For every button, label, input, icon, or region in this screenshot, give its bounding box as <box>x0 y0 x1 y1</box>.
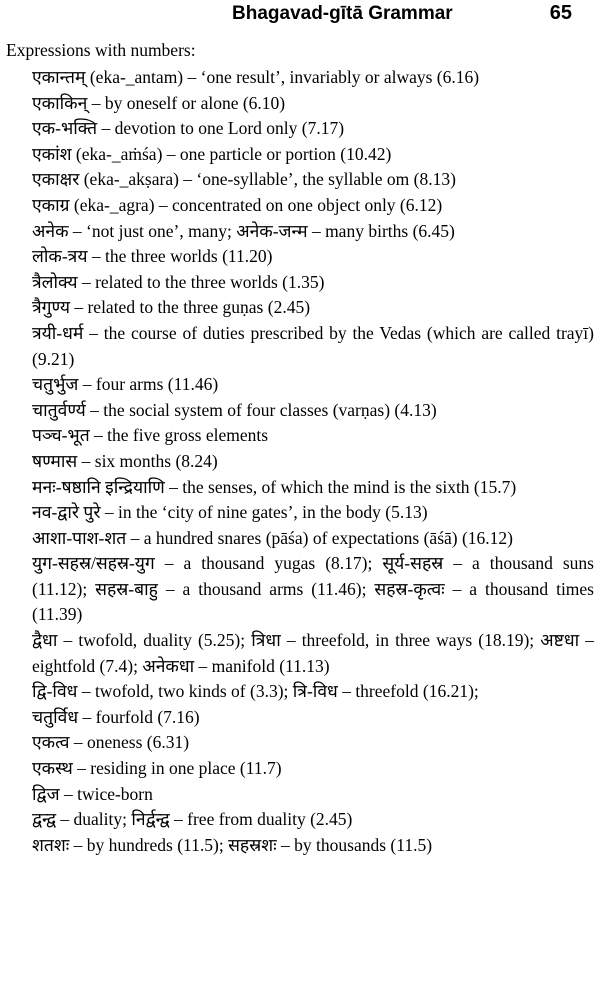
entry-caturbhuja: चतुर्भुज – four arms (11.46) <box>32 374 219 395</box>
entry-dvi-vidha: द्वि-विध – twofold, two kinds of (3.3); त्रि-विध – threefold (16.21); <box>32 681 479 702</box>
entry-trayi-dharma: त्रयी-धर्म – the course of duties prescribed by the Vedas (which are called trayī) (9.21) <box>32 322 594 369</box>
entry-dvandva: द्वन्द्व – duality; निर्द्वन्द्व – free from duality (2.45) <box>32 809 353 830</box>
entry-manah-sasthani: मनः-षष्ठानि इन्द्रियाणि – the senses, of which the mind is the sixth (15.7) <box>32 476 517 497</box>
entry-aneka: अनेक – ‘not just one’, many; अनेक-जन्म – many births (6.45) <box>32 220 455 241</box>
entry-ekatva: एकत्व – oneness (6.31) <box>32 732 190 753</box>
section-heading: Expressions with numbers: <box>6 40 196 60</box>
entry-yuga-sahasra: युग-सहस्र/सहस्र-युग – a thousand yugas (8.17); सूर्य-सहस्र – a thousand suns (11.12); सहस्र-बाहु – a thousand arms (11.46); सहस्र-कृत्वः – a thousand times (11.39) <box>32 553 594 625</box>
entry-list <box>6 65 594 858</box>
entry-satasah: शतशः – by hundreds (11.5); सहस्रशः – by thousands (11.5) <box>32 834 433 855</box>
entry-ekastha: एकस्थ – residing in one place (11.7) <box>32 758 282 779</box>
entry-loka-traya: लोक-त्रय – the three worlds (11.20) <box>32 246 273 267</box>
entry-dvaidha: द्वैधा – twofold, duality (5.25); त्रिधा – threefold, in three ways (18.19); अष्टधा – eightfold (7.4); अनेकधा – manifold (11.13) <box>32 630 594 676</box>
entry-traigunya: त्रैगुण्य – related to the three guṇas (2.45) <box>32 297 311 318</box>
entry-ekamsa: एकांश (eka-_aṁśa) – one particle or portion (10.42) <box>32 143 392 164</box>
entry-dvija: द्विज – twice-born <box>32 783 153 804</box>
entry-trailokya: त्रैलोक्य – related to the three worlds (1.35) <box>32 271 325 292</box>
entry-asa-pasa-sata: आशा-पाश-शत – a hundred snares (pāśa) of expectations (āśā) (16.12) <box>32 527 514 548</box>
entry-eka-bhakti: एक-भक्ति – devotion to one Lord only (7.17) <box>32 118 345 139</box>
entry-ekagra: एकाग्र (eka-_agra) – concentrated on one object only (6.12) <box>32 194 443 215</box>
entry-ekakin: एकाकिन् – by oneself or alone (6.10) <box>32 92 286 113</box>
entry-sanmasa: षण्मास – six months (8.24) <box>32 450 218 471</box>
entry-ekakshara: एकाक्षर (eka-_akṣara) – ‘one-syllable’, the syllable om (8.13) <box>32 169 456 190</box>
entry-panca-bhuta: पञ्च-भूत – the five gross elements <box>32 425 269 446</box>
entry-caturvidha: चतुर्विध – fourfold (7.16) <box>32 706 200 727</box>
running-header <box>6 0 594 26</box>
entry-nava-dvare: नव-द्वारे पुरे – in the ‘city of nine gates’, in the body (5.13) <box>32 502 428 523</box>
entry-caturvarnya: चातुर्वर्ण्य – the social system of four classes (varṇas) (4.13) <box>32 399 437 420</box>
page-number: 65 <box>549 2 572 24</box>
running-title: Bhagavad-gītā Grammar <box>232 3 453 24</box>
entry-eka-antam: एकान्तम् (eka-_antam) – ‘one result’, invariably or always (6.16) <box>32 67 480 87</box>
